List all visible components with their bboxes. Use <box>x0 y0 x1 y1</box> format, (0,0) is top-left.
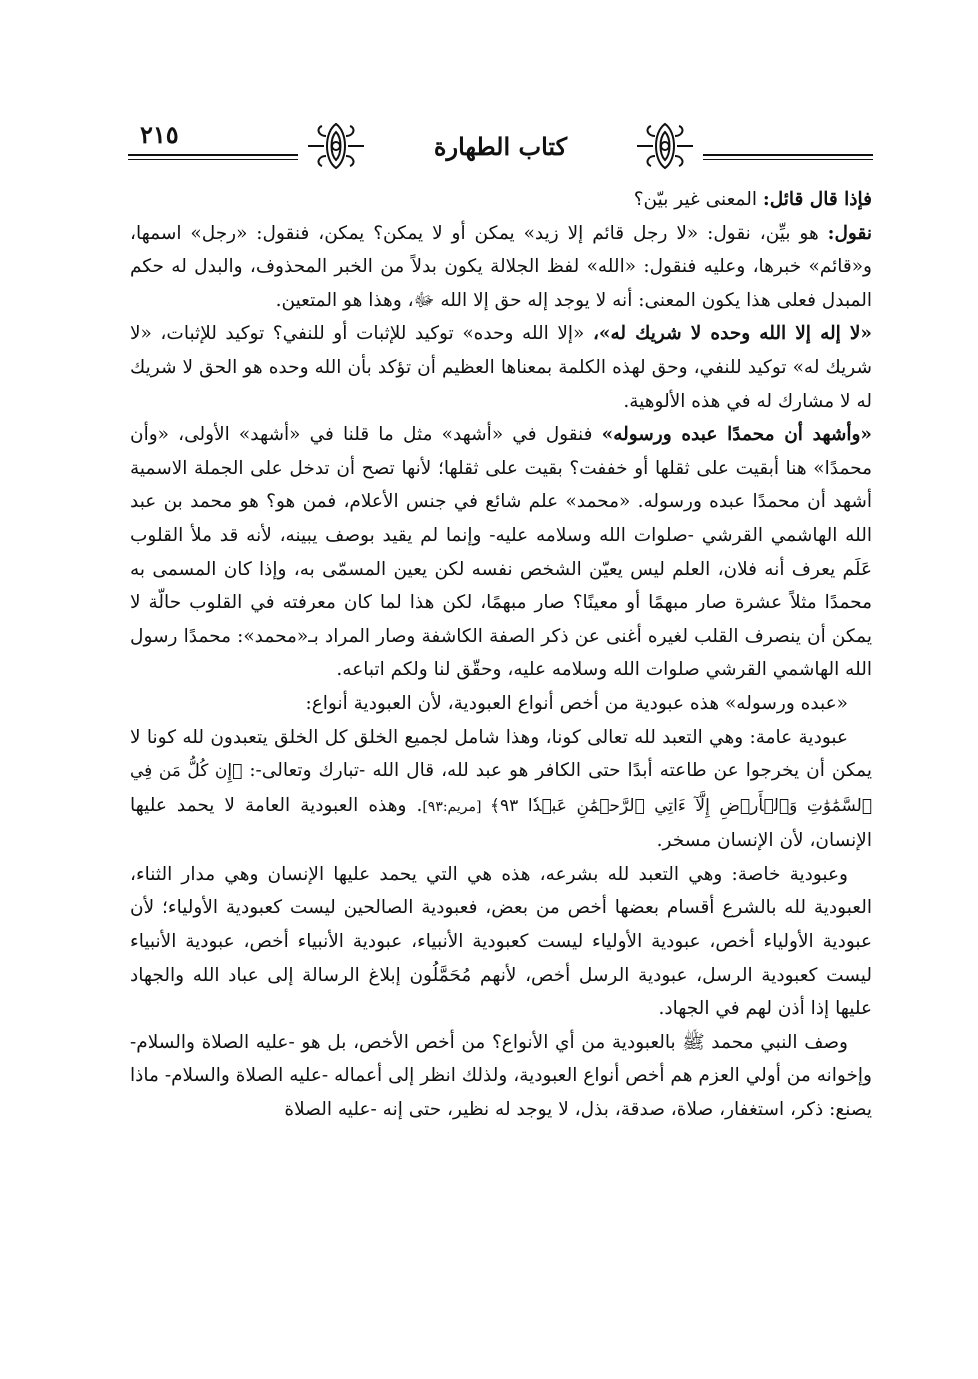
page-body <box>130 183 872 1127</box>
paragraph-text: فنقول في «أشهد» مثل ما قلنا في «أشهد» الأولى، «وأن محمدًا» هنا أبقيت على ثقلها أو خففت؟ بقيت على ثقلها؛ لأنها تصح أن تدخل على الجملة الاسمية أشهد أن محمدًا عبده ورسوله. «محمد» علم شائع في جنس الأعلام، فمن هو؟ هو محمد بن عبد الله الهاشمي القرشي -صلوات الله وسلامه عليه- وإنما لم يقيد بوصف يبينه، لأنه قد ملأ القلوب عَلَم يعرف أنه فلان، العلم ليس يعيّن الشخص نفسه لكن يعين المسمّى به، وإذا كان المسمى به محمدًا مثلاً عشرة صار مبهمًا أو معينًا؟ صار مبهمًا، لكن هذا لما كان معرفته في القلوب حالّة لا يمكن أن ينصرف القلب لغيره أغنى عن ذكر الصفة الكاشفة وصار المراد بـ«محمد»: محمدًا رسول الله الهاشمي القرشي صلوات الله وسلامه عليه، وحقّق لنا ولكم اتباعه. <box>130 424 872 681</box>
header-rule-right <box>703 154 873 156</box>
lead-phrase: نقول: <box>827 222 872 244</box>
page-header <box>128 118 873 176</box>
paragraph-servitude-types <box>130 687 872 721</box>
lead-phrase: فإذا قال قائل: <box>762 189 872 210</box>
paragraph-text: المعنى غير بيّن؟ <box>633 189 763 210</box>
quran-verse: ﴿إِن كُلُّ مَن فِي ٱلسَّمَٰوَٰتِ وَٱلۡأَرۡضِ إِلَّآ ءَاتِي ٱلرَّحۡمَٰنِ عَبۡدٗا ٩٣﴾ <box>130 761 872 816</box>
header-rule-right-thin <box>703 159 873 160</box>
paragraph-special-servitude <box>130 858 872 1026</box>
lead-phrase: «لا إله إلا الله وحده لا شريك له»، <box>592 323 872 345</box>
paragraph-text: «إلا الله وحده» توكيد للإثبات أو للنفي؟ توكيد للإثبات، «لا شريك له» توكيد للنفي، وحق لهذه الكلمة بمعناها العظيم أن تؤكد بأن الله وحده هو الحق لا شريك له لا مشارك له في هذه الألوهية. <box>130 323 872 412</box>
verse-reference: [مريم:٩٣] <box>422 798 491 815</box>
paragraph-text: وعبودية خاصة: وهي التعبد لله بشرعه، هذه هي التي يحمد عليها الإنسان وهي مدار الثناء، العبودية لله بالشرع أقسام بعضها أخص من بعض، فعبودية الصالحين ليست كعبودية الأولياء؛ لأن عبودية الأولياء أخص، عبودية الأولياء ليست كعبودية الأنبياء، عبودية الأنبياء أخص، عبودية الأنبياء ليست كعبودية الرسل، عبودية الرسل أخص، لأنهم مُحَمَّلُون إبلاغ الرسالة إلى عباد الله والجهاد عليها إذا أذن لهم في الجهاد. <box>130 863 872 1020</box>
paragraph-shahada <box>130 418 872 687</box>
paragraph-answer <box>130 217 872 318</box>
paragraph-text: وصف النبي محمد ﷺ بالعبودية من أي الأنواع؟ من أخص الأخص، بل هو -عليه الصلاة والسلام- وإخوانه من أولي العزم هم أخص أنواع العبودية، ولذلك انظر إلى أعماله -عليه الصلاة والسلام- ماذا يصنع: ذكر، استغفار، صلاة، صدقة، بذل، لا يوجد له نظير، حتى إنه -عليه الصلاة <box>130 1031 872 1121</box>
paragraph-text: عبودية عامة: وهي التعبد لله تعالى كونا، وهذا شامل لجميع الخلق كل الخلق يتعبدون لله كونا لا يمكن أن يخرجوا عن طاعته أبدًا حتى الكافر هو عبد لله، قال الله -تبارك وتعالى-: <box>130 726 872 782</box>
paragraph-text: . وهذه العبودية العامة لا يحمد عليها الإنسان، لأن الإنسان مسخر. <box>130 794 872 852</box>
page-number: ٢١٥ <box>140 120 179 149</box>
paragraph-question <box>130 183 872 217</box>
paragraph-text: هو بيِّن، نقول: «لا رجل قائم إلا زيد» يمكن أو لا يمكن؟ يمكن، فنقول: «رجل» اسمها، و«قائم» خبرها، وعليه فنقول: «الله» لفظ الجلالة يكون بدلاً من الخبر المحذوف، والبدل له حكم المبدل فعلى هذا يكون المعنى: أنه لا يوجد إله حق إلا الله ﷻ، وهذا هو المتعين. <box>130 222 872 311</box>
lead-phrase: «وأشهد أن محمدًا عبده ورسوله» <box>601 424 872 446</box>
paragraph-general-servitude <box>130 721 872 858</box>
ornament-right-icon <box>633 118 697 174</box>
running-title: كتاب الطهارة <box>433 132 568 161</box>
paragraph-tawhid <box>130 317 872 418</box>
paragraph-prophet-servitude <box>130 1026 872 1127</box>
paragraph-text: «عبده ورسوله» هذه عبودية من أخص أنواع العبودية، لأن العبودية أنواع: <box>305 692 848 714</box>
